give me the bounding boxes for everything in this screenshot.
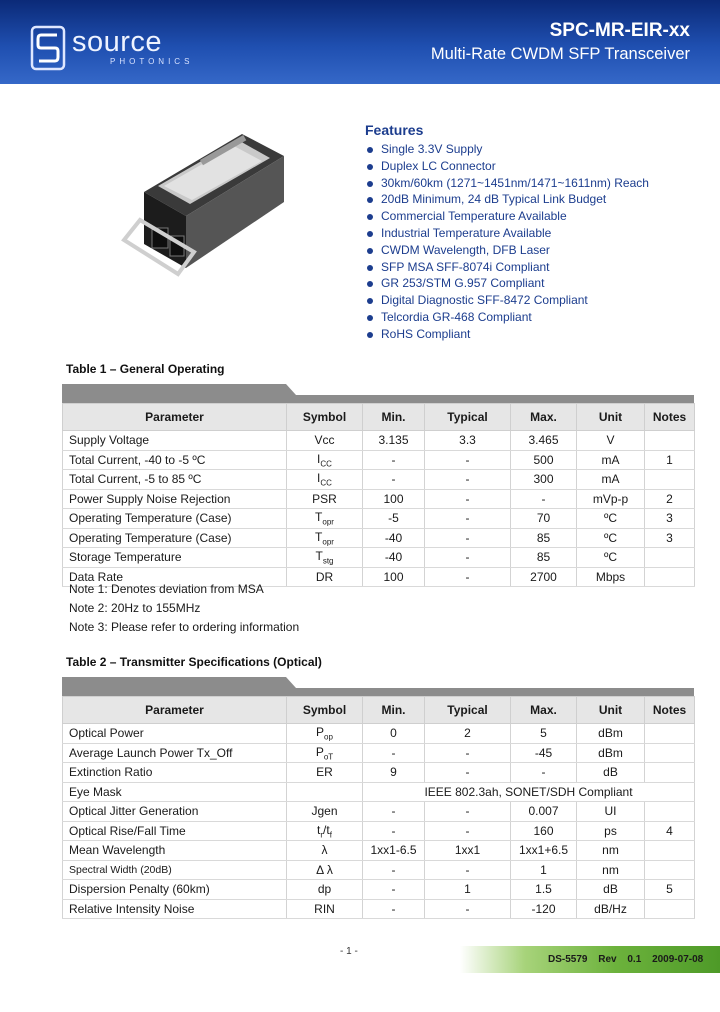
table-row [63, 489, 695, 509]
table-cell: 1xx1-6.5 [363, 841, 425, 861]
table-cell: 500 [511, 450, 577, 470]
table-cell: - [425, 528, 511, 548]
table-cell: ps [577, 821, 645, 841]
feature-item: Telcordia GR-468 Compliant [365, 309, 649, 326]
page-number: - 1 - [340, 946, 358, 957]
table-cell: Mean Wavelength [63, 841, 287, 861]
table-cell: - [363, 450, 425, 470]
table1-container [62, 384, 694, 587]
table-cell [287, 821, 363, 841]
table-cell: dB/Hz [577, 899, 645, 919]
table-cell: -40 [363, 548, 425, 568]
column-header: Min. [363, 697, 425, 724]
symbol-text: Vcc [314, 433, 335, 448]
table-cell: 85 [511, 528, 577, 548]
table1-note: Note 1: Denotes deviation from MSA [69, 582, 264, 596]
feature-item: 30km/60km (1271~1451nm/1471~1611nm) Reach [365, 175, 649, 192]
logo-text: source [72, 26, 163, 58]
table-cell: 2 [425, 724, 511, 744]
table-cell: dB [577, 763, 645, 783]
table-cell: 0.007 [511, 802, 577, 822]
table-cell: 3.3 [425, 431, 511, 451]
table-cell: -120 [511, 899, 577, 919]
table-cell: - [425, 899, 511, 919]
table-cell: -40 [363, 528, 425, 548]
table-cell: Relative Intensity Noise [63, 899, 287, 919]
table-cell: 3.465 [511, 431, 577, 451]
table-cell [287, 860, 363, 880]
table-row [63, 821, 695, 841]
table-cell: Data Rate [63, 567, 287, 587]
table-row [63, 860, 695, 880]
table-row [63, 470, 695, 490]
table-cell: Spectral Width (20dB) [63, 860, 287, 880]
column-header: Parameter [63, 404, 287, 431]
general-operating-table [62, 403, 695, 587]
feature-item: GR 253/STM G.957 Compliant [365, 275, 649, 292]
table-cell: - [363, 470, 425, 490]
feature-item: 20dB Minimum, 24 dB Typical Link Budget [365, 191, 649, 208]
table-cell: -5 [363, 509, 425, 529]
column-header: Max. [511, 404, 577, 431]
table-cell: 2 [645, 489, 695, 509]
table-cell: - [425, 450, 511, 470]
table-cell: - [363, 899, 425, 919]
table1-note: Note 3: Please refer to ordering information [69, 620, 300, 634]
table-cell: Total Current, -5 to 85 ºC [63, 470, 287, 490]
table-cell [645, 899, 695, 919]
table-row [63, 450, 695, 470]
table-cell: Total Current, -40 to -5 ºC [63, 450, 287, 470]
table-cell: - [363, 860, 425, 880]
table2-bar-decoration [62, 688, 694, 696]
table-cell: ºC [577, 528, 645, 548]
table1-bar-decoration [62, 395, 694, 403]
table-cell [645, 841, 695, 861]
table1-caption: Table 1 – General Operating [66, 362, 225, 376]
column-header: Unit [577, 404, 645, 431]
symbol-text: I [317, 471, 321, 486]
table-row [63, 743, 695, 763]
column-header: Max. [511, 697, 577, 724]
table-cell: nm [577, 860, 645, 880]
table-cell: mA [577, 450, 645, 470]
table-cell [287, 431, 363, 451]
table-row [63, 509, 695, 529]
table-cell [287, 724, 363, 744]
symbol-subscript: CC [320, 478, 332, 488]
table-cell: nm [577, 841, 645, 861]
table-cell [287, 470, 363, 490]
table-cell: - [425, 470, 511, 490]
table-cell: 3 [645, 528, 695, 548]
table2-tab-decoration [62, 677, 694, 688]
symbol-text: DR [315, 569, 334, 584]
table-cell [287, 489, 363, 509]
table-cell: ºC [577, 548, 645, 568]
table-cell: Optical Power [63, 724, 287, 744]
table-cell [645, 763, 695, 783]
transmitter-specifications-table [62, 696, 695, 919]
table-cell: 5 [645, 880, 695, 900]
table-cell: dBm [577, 743, 645, 763]
symbol-subscript: op [324, 732, 333, 742]
symbol-text: T [315, 510, 323, 525]
table-cell: dB [577, 880, 645, 900]
table-cell: Optical Rise/Fall Time [63, 821, 287, 841]
symbol-subscript: f [329, 829, 332, 839]
symbol-text: P [316, 725, 325, 740]
revision: Rev 0.1 [598, 954, 642, 965]
table-cell: 2700 [511, 567, 577, 587]
column-header: Typical [425, 404, 511, 431]
table1-notes [69, 580, 299, 637]
table-cell: Extinction Ratio [63, 763, 287, 783]
table-cell: 1 [425, 880, 511, 900]
table-cell: 100 [363, 567, 425, 587]
symbol-text: T [315, 529, 323, 544]
document-number: DS-5579 [548, 954, 588, 965]
table-row [63, 899, 695, 919]
table-row [63, 782, 695, 802]
table-cell: - [511, 489, 577, 509]
symbol-text: dp [317, 882, 332, 897]
table-cell: mVp-p [577, 489, 645, 509]
table2-caption: Table 2 – Transmitter Specifications (Optical) [66, 655, 322, 669]
symbol-text: Jgen [311, 804, 338, 819]
features-list [365, 141, 649, 343]
symbol-text: RIN [314, 901, 335, 916]
table-cell: Operating Temperature (Case) [63, 509, 287, 529]
table-cell [645, 802, 695, 822]
table-cell [287, 802, 363, 822]
table-cell: - [425, 763, 511, 783]
features-section [365, 122, 649, 343]
table-cell: - [363, 821, 425, 841]
table-cell [287, 548, 363, 568]
column-header: Symbol [287, 697, 363, 724]
table-cell [645, 743, 695, 763]
table-cell: 4 [645, 821, 695, 841]
table-cell [645, 470, 695, 490]
table-cell: 1 [645, 450, 695, 470]
feature-item: Digital Diagnostic SFF-8472 Compliant [365, 292, 649, 309]
table-cell: - [511, 763, 577, 783]
table-cell: Dispersion Penalty (60km) [63, 880, 287, 900]
table-cell: 70 [511, 509, 577, 529]
table-cell: 9 [363, 763, 425, 783]
table-cell: mA [577, 470, 645, 490]
table-cell [287, 509, 363, 529]
table-row [63, 528, 695, 548]
logo-subtext: PHOTONICS [110, 57, 194, 66]
feature-item: Commercial Temperature Available [365, 208, 649, 225]
table-cell: - [425, 567, 511, 587]
table-cell [645, 724, 695, 744]
symbol-text: T [315, 549, 323, 564]
symbol-text: ER [316, 765, 333, 780]
table-cell: - [363, 743, 425, 763]
feature-item: Duplex LC Connector [365, 158, 649, 175]
table-cell [645, 860, 695, 880]
table-cell: 300 [511, 470, 577, 490]
table-row [63, 763, 695, 783]
table-cell: 100 [363, 489, 425, 509]
table-cell: - [425, 821, 511, 841]
sfp-transceiver-image [116, 128, 288, 278]
source-photonics-logo-icon [30, 25, 66, 71]
table-cell: dBm [577, 724, 645, 744]
document-title: SPC-MR-EIR-xx [549, 20, 690, 41]
table-cell: - [425, 802, 511, 822]
table-cell [287, 743, 363, 763]
column-header: Parameter [63, 697, 287, 724]
column-header: Notes [645, 404, 695, 431]
table-cell [287, 841, 363, 861]
table-cell: -45 [511, 743, 577, 763]
table-cell: - [363, 802, 425, 822]
table-cell: 1xx1 [425, 841, 511, 861]
table-cell: 1.5 [511, 880, 577, 900]
symbol-text: I [317, 451, 321, 466]
table-cell: - [363, 880, 425, 900]
table-cell: - [425, 548, 511, 568]
table-row [63, 431, 695, 451]
table-cell [287, 899, 363, 919]
table1-note: Note 2: 20Hz to 155MHz [69, 601, 201, 615]
table-cell [287, 880, 363, 900]
table-cell [645, 431, 695, 451]
table1-tab-decoration [62, 384, 694, 395]
table-cell: 0 [363, 724, 425, 744]
table-cell: Power Supply Noise Rejection [63, 489, 287, 509]
table-cell [287, 528, 363, 548]
table-row [63, 724, 695, 744]
table-cell [645, 567, 695, 587]
symbol-subscript: opr [322, 517, 334, 527]
symbol-text: Δ λ [316, 862, 333, 877]
table-cell: UI [577, 802, 645, 822]
symbol-text: PSR [312, 491, 337, 506]
table-cell: 3 [645, 509, 695, 529]
symbol-subscript: stg [322, 556, 334, 566]
table-cell: Storage Temperature [63, 548, 287, 568]
feature-item: SFP MSA SFF-8074i Compliant [365, 259, 649, 276]
table-cell: 160 [511, 821, 577, 841]
table-cell [287, 450, 363, 470]
symbol-text: λ [321, 843, 328, 858]
table-cell: 3.135 [363, 431, 425, 451]
page-header [0, 0, 720, 84]
table-cell: Mbps [577, 567, 645, 587]
symbol-text: P [315, 744, 324, 759]
feature-item: RoHS Compliant [365, 326, 649, 343]
table-row [63, 802, 695, 822]
table-cell: V [577, 431, 645, 451]
column-header: Min. [363, 404, 425, 431]
table-cell: IEEE 802.3ah, SONET/SDH Compliant [363, 782, 695, 802]
table-cell: Supply Voltage [63, 431, 287, 451]
symbol-text: /t [323, 822, 330, 837]
table-cell: Average Launch Power Tx_Off [63, 743, 287, 763]
symbol-text: t [317, 822, 321, 837]
document-subtitle: Multi-Rate CWDM SFP Transceiver [430, 45, 690, 63]
table-cell: 5 [511, 724, 577, 744]
symbol-subscript: oT [323, 751, 334, 761]
features-title: Features [365, 122, 424, 138]
table2-container [62, 677, 694, 919]
column-header: Symbol [287, 404, 363, 431]
table-cell: 1 [511, 860, 577, 880]
symbol-subscript: opr [322, 536, 334, 546]
table-cell: 85 [511, 548, 577, 568]
feature-item: Industrial Temperature Available [365, 225, 649, 242]
table-row [63, 548, 695, 568]
table-cell: Operating Temperature (Case) [63, 528, 287, 548]
feature-item: CWDM Wavelength, DFB Laser [365, 242, 649, 259]
column-header: Typical [425, 697, 511, 724]
table-cell [287, 782, 363, 802]
column-header: Notes [645, 697, 695, 724]
table-cell [645, 548, 695, 568]
table-cell: Eye Mask [63, 782, 287, 802]
table-cell: - [425, 860, 511, 880]
table-row [63, 880, 695, 900]
table-cell: ºC [577, 509, 645, 529]
table-cell: - [425, 743, 511, 763]
table-row [63, 841, 695, 861]
table-cell: Optical Jitter Generation [63, 802, 287, 822]
symbol-subscript: r [320, 829, 324, 839]
feature-item: Single 3.3V Supply [365, 141, 649, 158]
table-cell: - [425, 489, 511, 509]
table-cell: - [425, 509, 511, 529]
table-cell [287, 763, 363, 783]
table-cell: 1xx1+6.5 [511, 841, 577, 861]
release-date: 2009-07-08 [652, 954, 704, 965]
footer-info [548, 954, 703, 965]
symbol-subscript: CC [320, 458, 332, 468]
column-header: Unit [577, 697, 645, 724]
